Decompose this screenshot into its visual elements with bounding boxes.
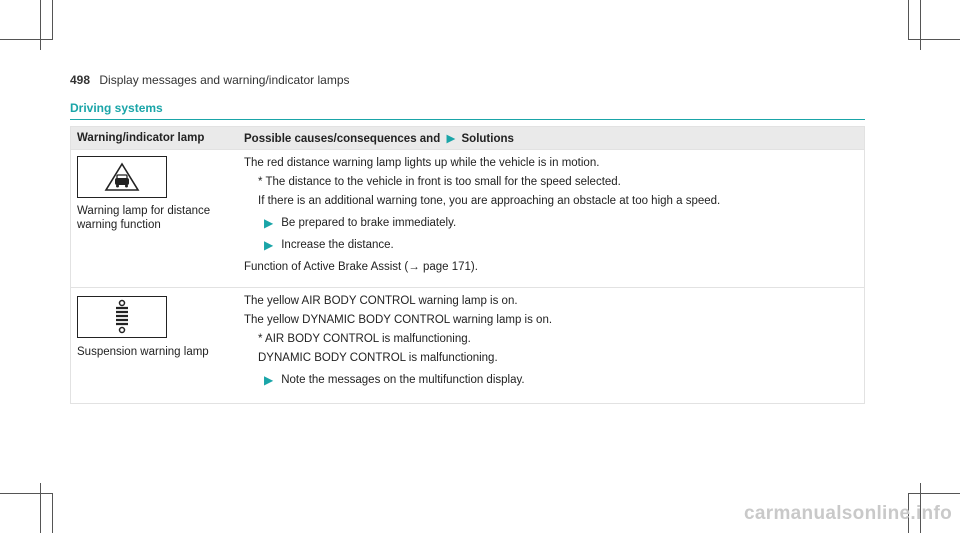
crop-mark bbox=[920, 0, 921, 50]
solution-item: ▶ Be prepared to brake immediately. bbox=[264, 216, 457, 230]
page-reference: Function of Active Brake Assist (→ page 171). bbox=[244, 261, 478, 273]
solution-item: ▶ Increase the distance. bbox=[264, 238, 394, 252]
table-row bbox=[71, 288, 865, 404]
arrow-right-icon: ▶ bbox=[264, 216, 274, 230]
cause-text: The yellow DYNAMIC BODY CONTROL warning lamp is on. bbox=[244, 314, 553, 326]
column-header-causes: Possible causes/consequences and ▶ Solutions bbox=[238, 127, 865, 150]
watermark: carmanualsonline.info bbox=[744, 503, 952, 524]
page-number: 498 bbox=[70, 73, 91, 87]
page-title: Display messages and warning/indicator lamps bbox=[99, 73, 350, 87]
section-divider bbox=[70, 119, 865, 120]
suspension-warning-icon bbox=[77, 296, 167, 338]
page-header bbox=[70, 73, 350, 87]
solution-item: ▶ Note the messages on the multifunction display. bbox=[264, 373, 525, 387]
crop-mark bbox=[0, 39, 52, 40]
arrow-right-icon: ▶ bbox=[446, 133, 456, 145]
crop-mark bbox=[908, 493, 960, 494]
cause-text: The yellow AIR BODY CONTROL warning lamp is on. bbox=[244, 295, 518, 307]
crop-mark bbox=[40, 0, 41, 50]
column-header-lamp: Warning/indicator lamp bbox=[71, 127, 239, 150]
crop-mark bbox=[908, 39, 960, 40]
distance-warning-icon bbox=[77, 156, 167, 198]
crop-mark bbox=[40, 483, 41, 533]
lamp-label: Warning lamp for distance warning function bbox=[77, 205, 211, 231]
lamp-label: Suspension warning lamp bbox=[77, 346, 209, 358]
arrow-right-icon: ▶ bbox=[264, 373, 274, 387]
table-row bbox=[71, 150, 865, 288]
crop-mark bbox=[52, 493, 53, 533]
lamp-cell bbox=[71, 288, 239, 404]
lamp-cell bbox=[71, 150, 239, 288]
cause-text: The red distance warning lamp lights up while the vehicle is in motion. bbox=[244, 157, 600, 169]
arrow-right-icon: ▶ bbox=[264, 238, 274, 252]
cause-text: If there is an additional warning tone, you are approaching an obstacle at too high a speed. bbox=[258, 195, 721, 207]
table-header-row bbox=[71, 127, 865, 150]
causes-cell bbox=[238, 288, 865, 404]
crop-mark bbox=[52, 0, 53, 40]
cause-text: * AIR BODY CONTROL is malfunctioning. bbox=[258, 333, 471, 345]
crop-mark bbox=[0, 493, 52, 494]
causes-cell bbox=[238, 150, 865, 288]
cause-text: DYNAMIC BODY CONTROL is malfunctioning. bbox=[258, 352, 498, 364]
section-title: Driving systems bbox=[70, 101, 163, 115]
cause-text: * The distance to the vehicle in front is too small for the speed selected. bbox=[258, 176, 621, 188]
crop-mark bbox=[908, 0, 909, 40]
warning-table bbox=[70, 126, 865, 404]
